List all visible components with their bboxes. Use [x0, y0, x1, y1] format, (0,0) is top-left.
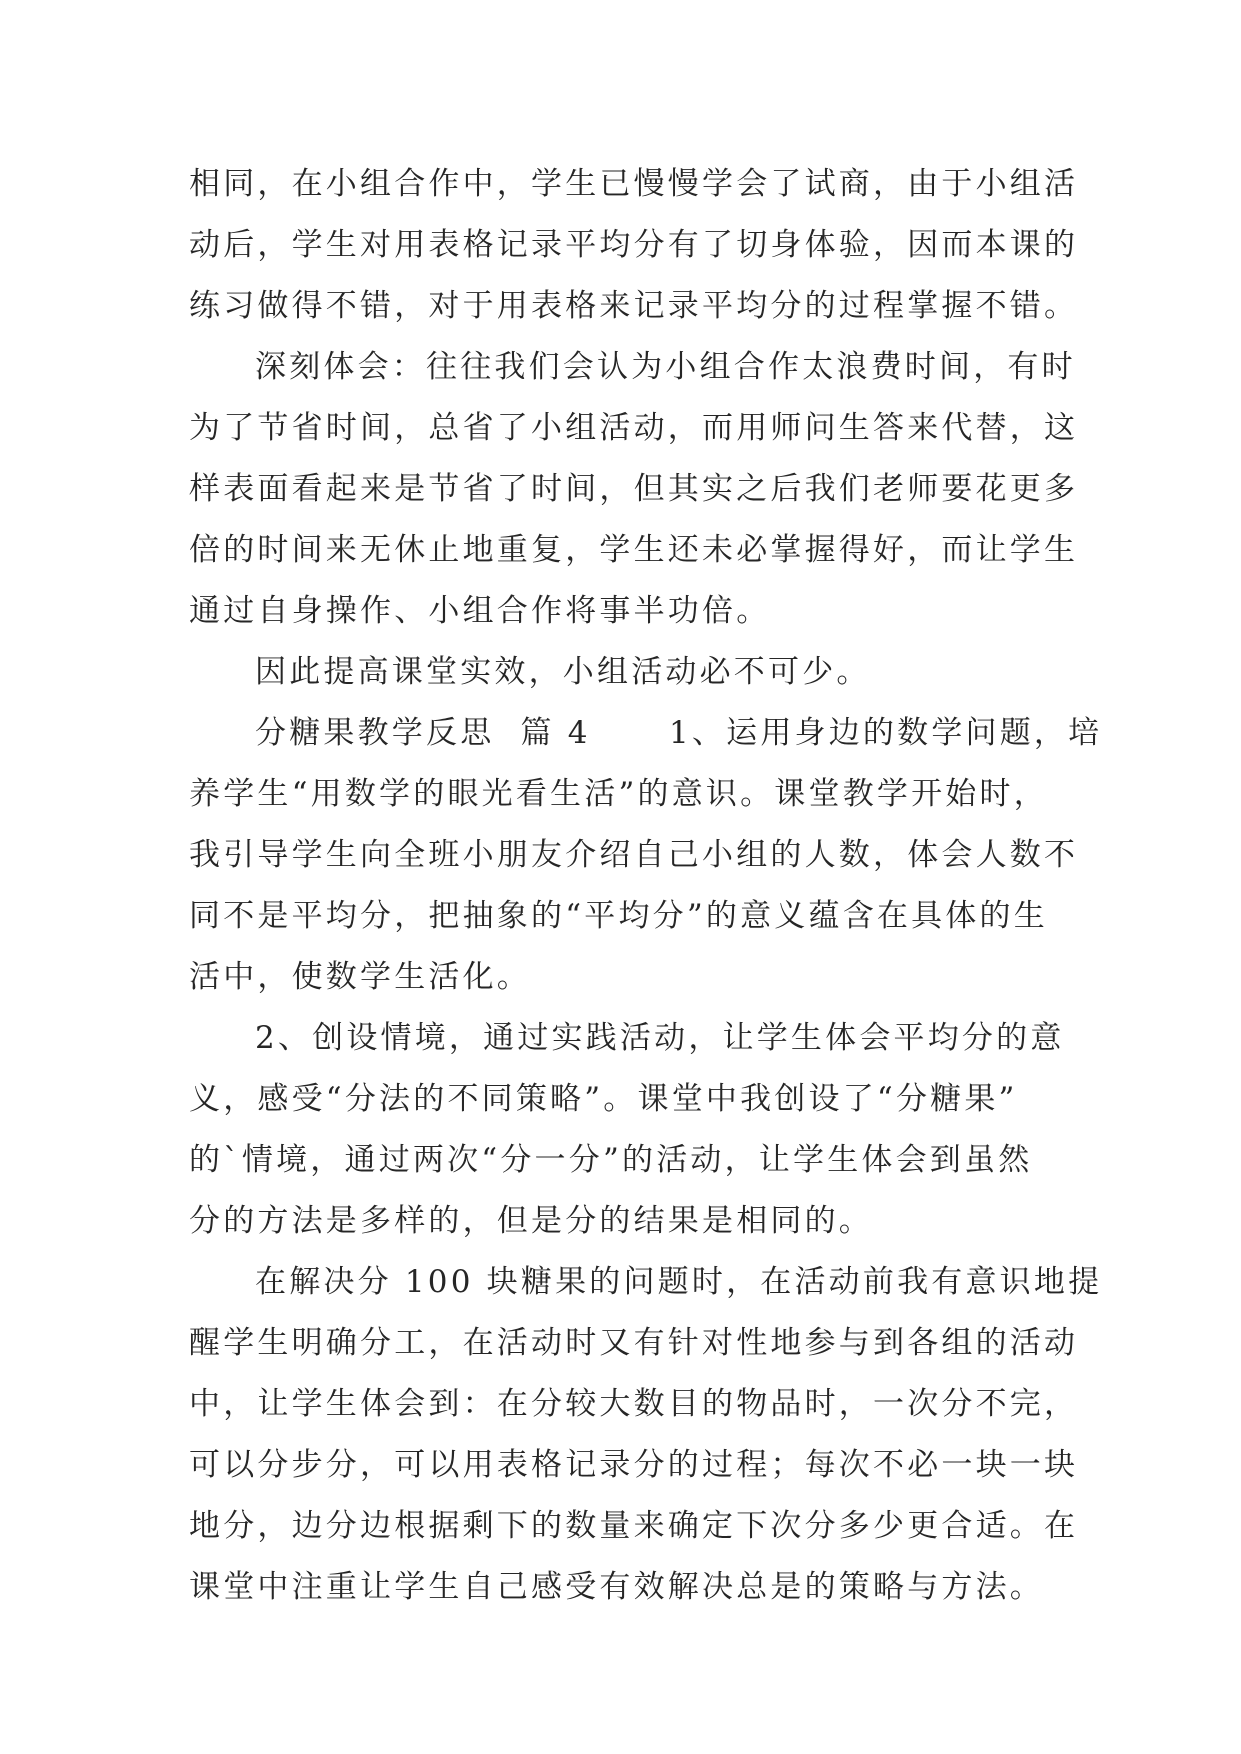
- text-line: 2、创设情境，通过实践活动，让学生体会平均分的意: [255, 1020, 1065, 1056]
- text-line: 在解决分 100 块糖果的问题时，在活动前我有意识地提: [255, 1264, 1103, 1300]
- text-line: 活中，使数学生活化。: [189, 959, 531, 995]
- section-heading-line: 分糖果教学反思 篇 4 1、运用身边的数学问题，培: [255, 715, 1103, 751]
- text-line: 同不是平均分，把抽象的“平均分”的意义蕴含在具体的生: [189, 898, 1048, 934]
- text-line: 样表面看起来是节省了时间，但其实之后我们老师要花更多: [189, 471, 1079, 507]
- text-line: 相同，在小组合作中，学生已慢慢学会了试商，由于小组活: [189, 166, 1079, 202]
- text-line: 中，让学生体会到：在分较大数目的物品时，一次分不完，: [189, 1386, 1079, 1422]
- text-line: 练习做得不错，对于用表格来记录平均分的过程掌握不错。: [189, 288, 1079, 324]
- text-line: 动后，学生对用表格记录平均分有了切身体验，因而本课的: [189, 227, 1079, 263]
- text-line: 醒学生明确分工，在活动时又有针对性地参与到各组的活动: [189, 1325, 1079, 1361]
- text-line: 深刻体会：往往我们会认为小组合作太浪费时间，有时: [255, 349, 1076, 385]
- text-line: 的`情境，通过两次“分一分”的活动，让学生体会到虽然: [189, 1142, 1033, 1178]
- text-line: 通过自身操作、小组合作将事半功倍。: [189, 593, 771, 629]
- document-body: [189, 154, 1103, 1618]
- text-line: 为了节省时间，总省了小组活动，而用师问生答来代替，这: [189, 410, 1079, 446]
- text-line: 我引导学生向全班小朋友介绍自己小组的人数，体会人数不: [189, 837, 1079, 873]
- text-line: 因此提高课堂实效，小组活动必不可少。: [255, 654, 871, 690]
- text-line: 倍的时间来无休止地重复，学生还未必掌握得好，而让学生: [189, 532, 1079, 568]
- text-line: 义，感受“分法的不同策略”。课堂中我创设了“分糖果”: [189, 1081, 1018, 1117]
- text-line: 地分，边分边根据剩下的数量来确定下次分多少更合适。在: [189, 1508, 1079, 1544]
- text-line: 养学生“用数学的眼光看生活”的意识。课堂教学开始时，: [189, 776, 1048, 812]
- text-line: 课堂中注重让学生自己感受有效解决总是的策略与方法。: [189, 1569, 1044, 1605]
- text-line: 可以分步分，可以用表格记录分的过程；每次不必一块一块: [189, 1447, 1079, 1483]
- text-line: 分的方法是多样的，但是分的结果是相同的。: [189, 1203, 873, 1239]
